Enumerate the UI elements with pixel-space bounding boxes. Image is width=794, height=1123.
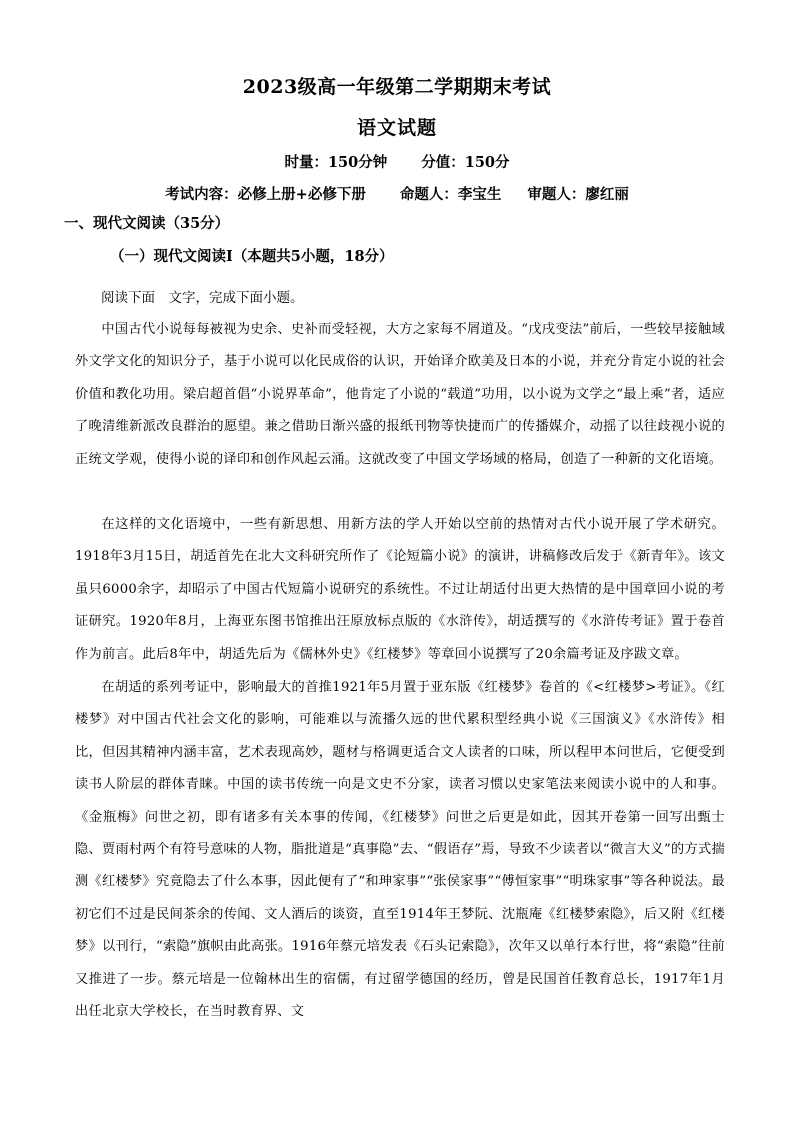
subsection-heading: （一）现代文阅读Ⅰ（本题共5小题，18分） (110, 248, 394, 265)
exam-time-score (0, 151, 794, 172)
passage-paragraph-3: 在胡适的系列考证中，影响最大的首推1921年5月置于亚东版《红楼梦》卷首的《<红楼梦>考证》。《红楼梦》对中国古代社会文化的影响，可能难以与流播久远的世代累积型经典小说《三国演义》《水浒传》相比，但因其精神内涵丰富，艺术表现高妙，题材与格调更适合文人读者的口味，所以程甲本问世后，它便受到读书人阶层的群体青睐。中国的读书传统一向是文史不分家，读者习惯以史家笔法来阅读小说中的人和事。《金瓶梅》问世之初，即有诸多有关本事的传闻，《红楼梦》问世之后更是如此，因其开卷第一回写出甄士隐、贾雨村两个有符号意味的人物，脂批道是“真事隐”去、“假语存”焉，导致不少读者以“微言大义”的方式揣测《红楼梦》究竟隐去了什么本事，因此便有了“和珅家事”“张侯家事”“傅恒家事”“明珠家事”等各种说法。最初它们不过是民间茶余的传闻、文人酒后的谈资，直至1914年王梦阮、沈瓶庵《红楼梦索隐》，后又附《红楼梦》以刊行，“索隐”旗帜由此高张。1916年蔡元培发表《石头记索隐》，次年又以单行本行世，将“索隐”往前又推进了一步。蔡元培是一位翰林出生的宿儒，有过留学德国的经历，曾是民国首任教育总长，1917年1月出任北京大学校长，在当时教育界、文 (75, 680, 725, 1020)
exam-info (0, 183, 794, 204)
score-label: 分值：150分 (421, 154, 510, 171)
exam-author: 命题人：李宝生 (399, 186, 502, 203)
exam-subtitle: 语文试题 (356, 117, 437, 139)
exam-title: 2023级高一年级第二学期期末考试 (242, 76, 552, 98)
passage-paragraph-1: 中国古代小说每每被视为史余、史补而受轻视，大方之家每不屑道及。“戊戌变法”前后，一些较早接触域外文学文化的知识分子，基于小说可以化民成俗的认识，开始译介欧美及日本的小说，并充分肯定小说的社会价值和教化功用。梁启超首倡“小说界革命”，他肯定了小说的“载道”功用，以小说为文学之“最上乘”者，适应了晚清维新派改良群治的愿望。兼之借助日渐兴盛的报纸刊物等快捷而广的传播媒介，动摇了以往歧视小说的正统文学观，使得小说的译印和创作风起云涌。这就改变了中国文学场域的格局，创造了一种新的文化语境。 (75, 322, 725, 467)
exam-scope: 考试内容：必修上册+必修下册 (165, 186, 366, 203)
passage-paragraph-2: 在这样的文化语境中，一些有新思想、用新方法的学人开始以空前的热情对古代小说开展了学术研究。1918年3月15日，胡适首先在北大文科研究所作了《论短篇小说》的演讲，讲稿修改后发于《新青年》。该文虽只6000余字，却昭示了中国古代短篇小说研究的系统性。不过让胡适付出更大热情的是中国章回小说的考证研究。1920年8月，上海亚东图书馆推出汪原放标点版的《水浒传》，胡适撰写的《水浒传考证》置于卷首作为前言。此后8年中，胡适先后为《儒林外史》《红楼梦》等章回小说撰写了20余篇考证及序跋文章。 (75, 517, 725, 662)
exam-reviewer: 审题人：廖红丽 (527, 186, 629, 203)
section-heading: 一、现代文阅读（35分） (64, 215, 230, 232)
reading-instruction: 阅读下面 文字，完成下面小题。 (101, 290, 304, 306)
time-label: 时量：150分钟 (284, 154, 388, 171)
